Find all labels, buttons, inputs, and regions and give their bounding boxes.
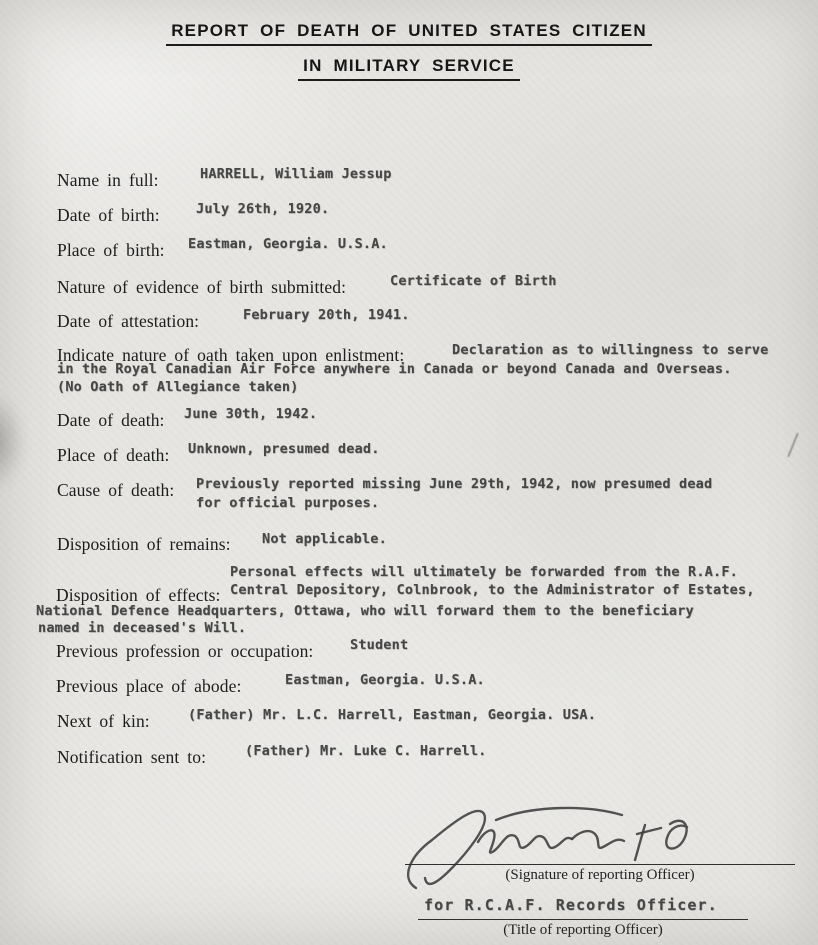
field-value-notification-sent-to: (Father) Mr. Luke C. Harrell. [245, 743, 487, 759]
title-caption: (Title of reporting Officer) [503, 922, 663, 938]
field-value-evidence-of-birth: Certificate of Birth [390, 273, 557, 289]
field-value-disposition-of-effects-line1: Central Depository, Colnbrook, to the Administrator of Estates, [230, 582, 755, 598]
field-value-oath-line2: in the Royal Canadian Air Force anywhere in Canada or beyond Canada and Overseas. [57, 361, 732, 377]
field-value-disposition-of-effects-line2: National Defence Headquarters, Ottawa, who will forward them to the beneficiary [36, 603, 694, 619]
field-value-disposition-of-effects-preline: Personal effects will ultimately be forwarded from the R.A.F. [230, 564, 738, 580]
field-value-next-of-kin: (Father) Mr. L.C. Harrell, Eastman, Georgia. USA. [188, 707, 597, 723]
stray-pen-mark [787, 433, 799, 458]
document-header-line2 [0, 56, 818, 81]
field-value-date-of-attestation: February 20th, 1941. [243, 307, 410, 323]
field-value-oath-line3: (No Oath of Allegiance taken) [57, 379, 299, 395]
field-value-place-of-birth: Eastman, Georgia. U.S.A. [188, 236, 388, 252]
field-value-disposition-of-effects-line3: named in deceased's Will. [38, 620, 247, 636]
field-label-notification-sent-to: Notification sent to: [57, 747, 207, 767]
field-value-name-in-full: HARRELL, William Jessup [200, 166, 392, 182]
field-label-disposition-of-remains: Disposition of remains: [57, 534, 231, 554]
field-label-next-of-kin: Next of kin: [57, 711, 150, 731]
document-subtitle: IN MILITARY SERVICE [298, 56, 520, 81]
signature-caption: (Signature of reporting Officer) [505, 867, 695, 883]
scan-smudge [0, 392, 26, 492]
field-value-place-of-death: Unknown, presumed dead. [188, 441, 380, 457]
field-label-previous-profession: Previous profession or occupation: [56, 641, 314, 661]
field-value-cause-of-death-line1: Previously reported missing June 29th, 1942, now presumed dead [196, 476, 713, 492]
document-title: REPORT OF DEATH OF UNITED STATES CITIZEN [166, 21, 652, 46]
field-label-cause-of-death: Cause of death: [57, 480, 175, 500]
field-label-date-of-death: Date of death: [57, 410, 165, 430]
field-value-disposition-of-remains: Not applicable. [262, 531, 387, 547]
field-value-date-of-death: June 30th, 1942. [184, 406, 318, 422]
field-value-cause-of-death-line2: for official purposes. [196, 495, 380, 511]
signature-line [405, 864, 795, 865]
field-label-disposition-of-effects: Disposition of effects: [56, 585, 221, 605]
officer-title-typed: for R.C.A.F. Records Officer. [424, 896, 718, 914]
field-label-previous-abode: Previous place of abode: [56, 676, 242, 696]
field-label-name-in-full: Name in full: [57, 170, 159, 190]
field-value-previous-abode: Eastman, Georgia. U.S.A. [285, 672, 485, 688]
field-label-evidence-of-birth: Nature of evidence of birth submitted: [57, 277, 347, 297]
title-line [418, 919, 748, 920]
field-label-place-of-death: Place of death: [57, 445, 170, 465]
field-value-oath-line1: Declaration as to willingness to serve [452, 342, 769, 358]
field-value-previous-profession: Student [350, 637, 409, 653]
field-label-date-of-birth: Date of birth: [57, 205, 160, 225]
field-label-place-of-birth: Place of birth: [57, 240, 165, 260]
field-value-date-of-birth: July 26th, 1920. [196, 201, 330, 217]
field-label-oath: Indicate nature of oath taken upon enlistment: [57, 345, 405, 365]
document-header-line1 [0, 21, 818, 46]
field-label-date-of-attestation: Date of attestation: [57, 311, 200, 331]
